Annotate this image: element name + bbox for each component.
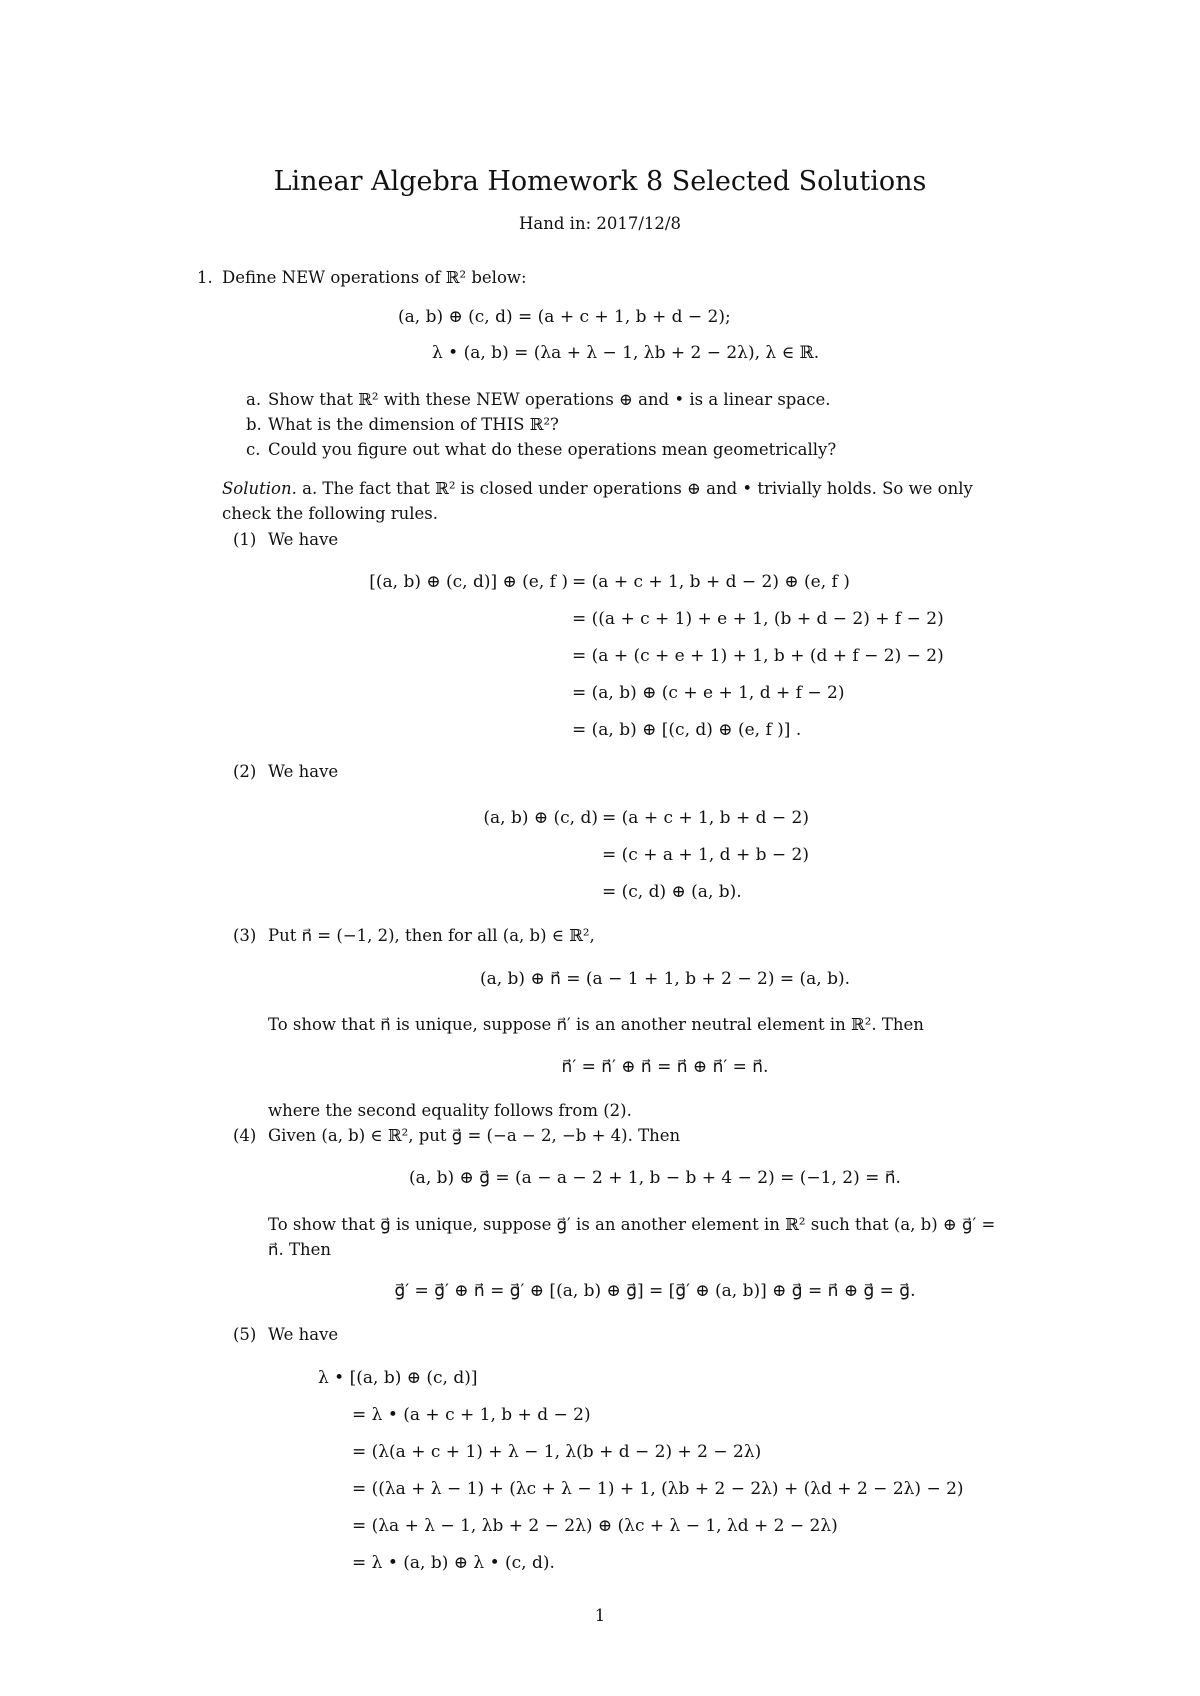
hand-in-date: Hand in: 2017/12/8 xyxy=(519,214,681,233)
step-4-uniqueness-line-1: To show that g⃗ is unique, suppose g⃗′ is an another element in ℝ² such that (a, b) ⊕ g⃗′ = xyxy=(268,1215,996,1234)
page-number: 1 xyxy=(594,1606,606,1625)
part-c-text: Could you figure out what do these operations mean geometrically? xyxy=(268,440,837,459)
step-1-line-1: = (a + c + 1, b + d − 2) ⊕ (e, f ) xyxy=(572,572,850,592)
step-2-text: We have xyxy=(268,762,339,781)
step-5-line-1: = λ • (a + c + 1, b + d − 2) xyxy=(352,1405,591,1425)
step-2-line-3: = (c, d) ⊕ (a, b). xyxy=(602,882,742,902)
step-5-text: We have xyxy=(268,1325,339,1344)
page-title: Linear Algebra Homework 8 Selected Solutions xyxy=(273,166,927,197)
definition-addition: (a, b) ⊕ (c, d) = (a + c + 1, b + d − 2); xyxy=(398,307,731,327)
part-a-text: Show that ℝ² with these NEW operations ⊕ and • is a linear space. xyxy=(268,390,831,409)
step-5-line-3: = ((λa + λ − 1) + (λc + λ − 1) + 1, (λb + 2 − 2λ) + (λd + 2 − 2λ) − 2) xyxy=(352,1479,964,1499)
step-4-text: Given (a, b) ∈ ℝ², put g⃗ = (−a − 2, −b + 4). Then xyxy=(268,1126,681,1145)
step-1-line-3: = (a + (c + e + 1) + 1, b + (d + f − 2) − 2) xyxy=(572,646,944,666)
step-5-line-2: = (λ(a + c + 1) + λ − 1, λ(b + d − 2) + 2 − 2λ) xyxy=(352,1442,762,1462)
part-b-label: b. xyxy=(246,415,262,434)
step-1-line-4: = (a, b) ⊕ (c + e + 1, d + f − 2) xyxy=(572,683,845,703)
definition-scalar-multiplication: λ • (a, b) = (λa + λ − 1, λb + 2 − 2λ), λ ∈ ℝ. xyxy=(432,343,820,363)
step-2-line-1: = (a + c + 1, b + d − 2) xyxy=(602,808,809,828)
problem-number: 1. xyxy=(197,268,213,287)
step-5-lhs: λ • [(a, b) ⊕ (c, d)] xyxy=(318,1368,478,1388)
step-2-lhs: (a, b) ⊕ (c, d) xyxy=(483,808,598,828)
step-1-label: (1) xyxy=(233,530,257,549)
step-5-line-4: = (λa + λ − 1, λb + 2 − 2λ) ⊕ (λc + λ − 1, λd + 2 − 2λ) xyxy=(352,1516,838,1536)
step-1-line-5: = (a, b) ⊕ [(c, d) ⊕ (e, f )] . xyxy=(572,720,802,740)
step-3-uniqueness-equation: n⃗′ = n⃗′ ⊕ n⃗ = n⃗ ⊕ n⃗′ = n⃗. xyxy=(561,1057,769,1077)
step-4-inverse-equation: (a, b) ⊕ g⃗ = (a − a − 2 + 1, b − b + 4 − 2) = (−1, 2) = n⃗. xyxy=(409,1168,901,1188)
part-c-label: c. xyxy=(246,440,261,459)
part-b-text: What is the dimension of THIS ℝ²? xyxy=(268,415,559,434)
step-2-line-2: = (c + a + 1, d + b − 2) xyxy=(602,845,809,865)
step-3-text: Put n⃗ = (−1, 2), then for all (a, b) ∈ ℝ², xyxy=(268,926,595,945)
step-3-label: (3) xyxy=(233,926,257,945)
step-1-text: We have xyxy=(268,530,339,549)
solution-label: Solution. xyxy=(222,479,297,498)
step-4-uniqueness-line-2: n⃗. Then xyxy=(268,1240,331,1259)
solution-intro-text: a. The fact that ℝ² is closed under operations ⊕ and • trivially holds. So we only xyxy=(302,479,973,498)
step-3-neutral-equation: (a, b) ⊕ n⃗ = (a − 1 + 1, b + 2 − 2) = (a, b). xyxy=(479,969,851,989)
step-3-uniqueness-text: To show that n⃗ is unique, suppose n⃗′ is an another neutral element in ℝ². Then xyxy=(268,1015,924,1034)
part-a-label: a. xyxy=(246,390,262,409)
step-4-label: (4) xyxy=(233,1126,257,1145)
step-5-line-5: = λ • (a, b) ⊕ λ • (c, d). xyxy=(352,1553,555,1573)
step-4-uniqueness-equation: g⃗′ = g⃗′ ⊕ n⃗ = g⃗′ ⊕ [(a, b) ⊕ g⃗] = [g⃗′ ⊕ (a, b)] ⊕ g⃗ = n⃗ ⊕ g⃗ = g⃗. xyxy=(394,1281,916,1301)
step-1-lhs: [(a, b) ⊕ (c, d)] ⊕ (e, f ) xyxy=(369,572,568,592)
solution-intro-line-1 xyxy=(222,479,973,498)
step-2-label: (2) xyxy=(233,762,257,781)
problem-statement: Define NEW operations of ℝ² below: xyxy=(222,268,527,287)
solution-intro-line-2: check the following rules. xyxy=(222,504,439,523)
step-3-after-text: where the second equality follows from (2). xyxy=(268,1101,632,1120)
step-1-line-2: = ((a + c + 1) + e + 1, (b + d − 2) + f − 2) xyxy=(572,609,944,629)
step-5-label: (5) xyxy=(233,1325,257,1344)
